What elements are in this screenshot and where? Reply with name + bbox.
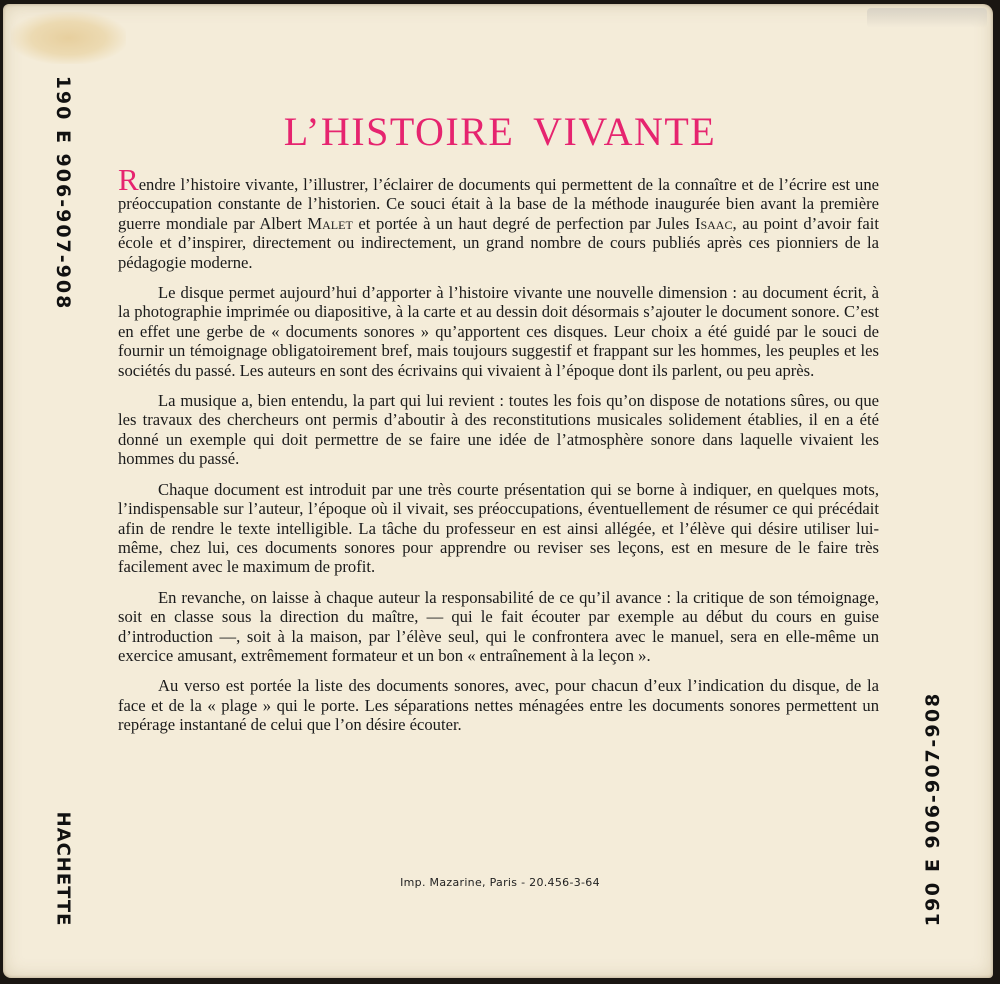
printer-imprint: Imp. Mazarine, Paris - 20.456-3-64 bbox=[400, 876, 600, 889]
edge-wear bbox=[867, 8, 987, 28]
paragraph-3: La musique a, bien entendu, la part qui lui revient : toutes les fois qu’on dispose de notations sûres, ou que les travaux des chercheurs ont permis d’aboutir à des reconstitutions musicales solidement établies, il en a été donné un exemple qui doit permettre de se faire une idée de l’atmosphère sonore dans laquelle vivaient les hommes du passé. bbox=[118, 391, 879, 469]
paragraph-2: Le disque permet aujourd’hui d’apporter à l’histoire vivante une nouvelle dimension : au document écrit, à la photographie imprimée ou diapositive, à la carte et au dessin doit désormais s’ajouter le document sonore. C’est en effet une gerbe de « documents sonores » qu’apportent ces disques. Leur choix a été guidé par le souci de fournir un témoignage obligatoirement bref, mais toujours suggestif et frappant sur les hommes, les peuples et les sociétés du passé. Les auteurs en sont des écrivains qui vivaient à l’époque dont ils parlent, ou peu après. bbox=[118, 283, 879, 380]
age-stain bbox=[11, 12, 126, 64]
spine-publisher-name: HACHETTE bbox=[52, 811, 74, 927]
page-title: L’HISTOIRE VIVANTE bbox=[283, 109, 717, 154]
paragraph-5: En revanche, on laisse à chaque auteur la responsabilité de ce qu’il avance : la critique de son témoignage, soit en classe sous la direction du maître, — qui le fait écouter par exemple au début du cours en guise d’introduction —, soit à la maison, par l’élève seul, qui le confrontera avec le manuel, sera en elle-même un exercice amusant, extrêmement formateur et un bon « entraînement à la leçon ». bbox=[118, 587, 879, 665]
drop-cap: R bbox=[118, 162, 139, 197]
paragraph-6: Au verso est portée la liste des documents sonores, avec, pour chacun d’eux l’indication du disque, de la face et de la « plage » qui le porte. Les séparations nettes ménagées entre les documents sonores permettent un repérage instantané de celui que l’on désire écouter. bbox=[118, 676, 879, 735]
paragraph-1 bbox=[118, 162, 879, 272]
spine-catalog-number-left: 190 E 906-907-908 bbox=[52, 75, 74, 311]
author-name-malet: Malet bbox=[307, 213, 353, 233]
paragraph-1-text-b: et portée à un haut degré de perfection par Jules bbox=[352, 213, 695, 233]
paragraph-4: Chaque document est introduit par une très courte présentation qui se borne à indiquer, en quelques mots, l’indispensable sur l’auteur, l’époque où il vivait, ses préoccupations, éventuellement de résumer ce qui précédait afin de rendre le texte intelligible. La tâche du professeur en est ainsi allégée, et l’élève qui désire utiliser lui-même, chez lui, ces documents sonores pour apprendre ou reviser ses leçons, est en mesure de le faire très facilement avec le maximum de profit. bbox=[118, 479, 879, 577]
spine-catalog-number-right: 190 E 906-907-908 bbox=[922, 691, 944, 927]
author-name-isaac: Isaac bbox=[694, 213, 733, 233]
liner-notes-text bbox=[118, 162, 879, 746]
paragraph-1-text-c: , au point d’avoir fait école et d’inspirer, directement ou indirectement, un grand nombre de cours publiés après ces pionniers de la pédagogie moderne. bbox=[118, 213, 879, 272]
paragraph-1-text-a: endre l’histoire vivante, l’illustrer, l’éclairer de documents qui permettent de la connaître et de l’écrire est une préoccupation constante de l’historien. Ce souci était à la base de la méthode inaugurée bien avant la première guerre mondiale par Albert bbox=[118, 175, 879, 233]
